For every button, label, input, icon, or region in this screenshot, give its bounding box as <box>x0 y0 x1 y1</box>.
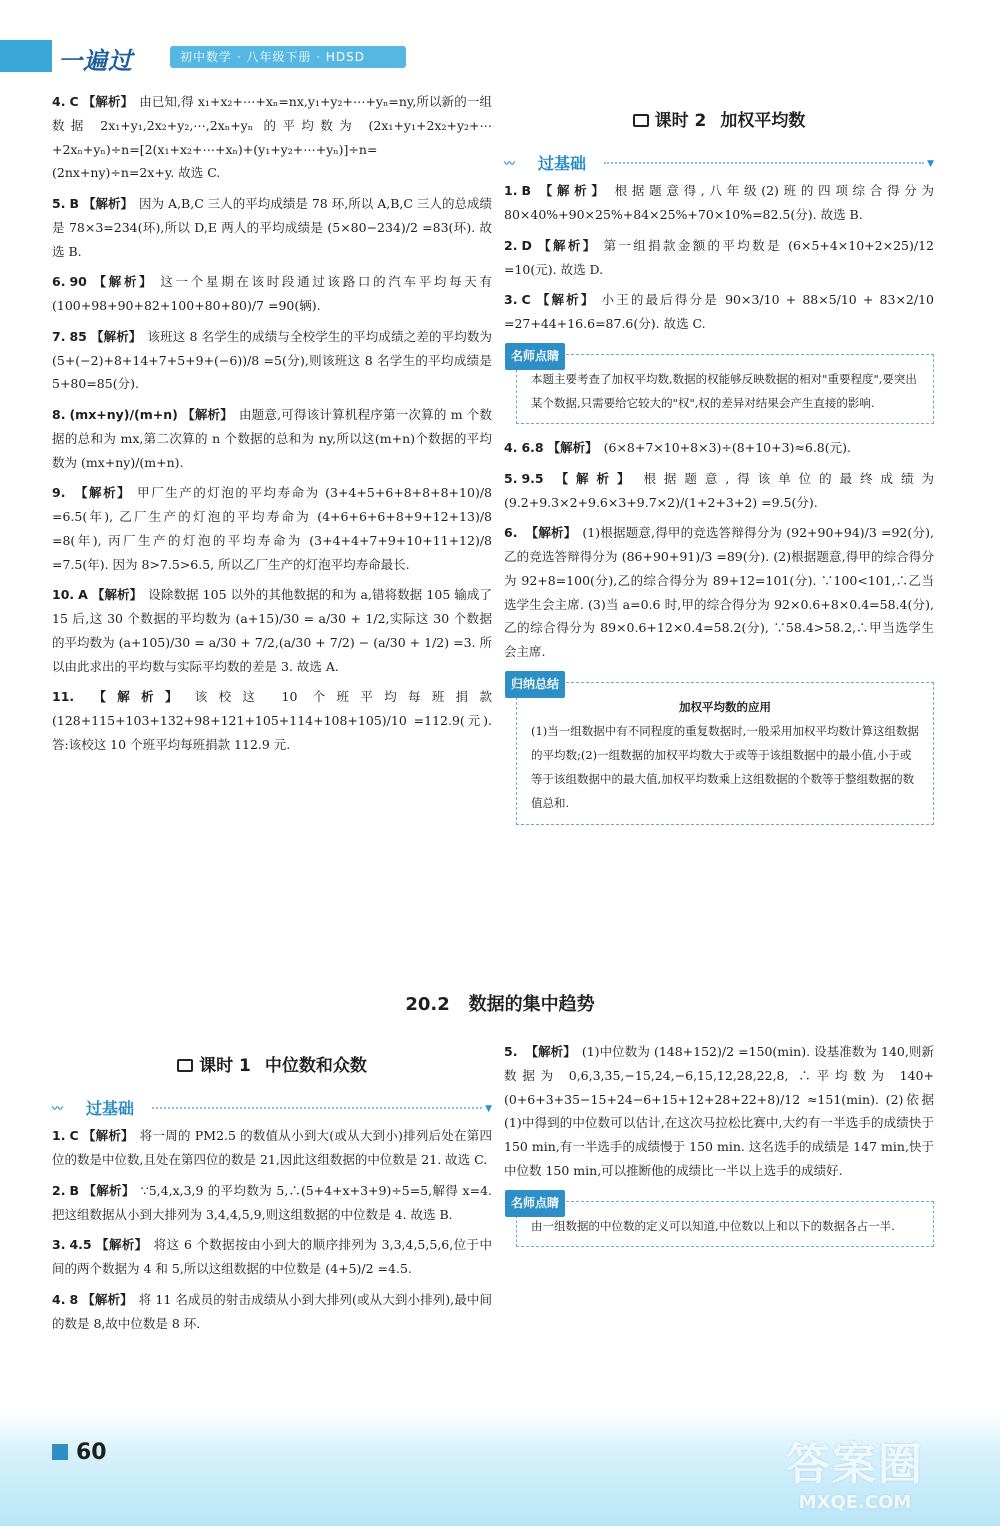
answer-item-4 <box>52 1288 492 1336</box>
answer-item-1 <box>504 179 934 227</box>
item-text: 因为 A,B,C 三人的平均成绩是 78 环,所以 A,B,C 三人的总成绩是 78×3=234(环),所以 D,E 两人的平均成绩是 (5×80−234)/2 =83(环). 故选 B. <box>52 196 492 259</box>
wave-icon: 〰 <box>52 1102 63 1116</box>
lesson-title: 加权平均数 <box>720 111 806 131</box>
analysis-tag: 【解析】 <box>547 440 598 456</box>
item-answer: C <box>69 94 79 109</box>
arrow-down-icon: ▼ <box>485 1104 492 1115</box>
item-answer: (mx+ny)/(m+n) <box>69 407 178 422</box>
item-text: 将 11 名成员的射击成绩从小到大排列(或从大到小排列),最中间的数是 8,故中位数是 8 环. <box>52 1291 492 1331</box>
item-number: 2. <box>504 237 518 253</box>
analysis-tag: 【解析】 <box>82 1128 134 1144</box>
item-text: 由已知,得 x₁+x₂+⋯+xₙ=nx,y₁+y₂+⋯+yₙ=ny,所以新的一组数据 2x₁+y₁,2x₂+y₂,⋯,2xₙ+yₙ 的平均数为 (2x₁+y₁+2x₂+y₂+⋯+2xₙ+yₙ)÷n=[2(x₁+x₂+⋯+xₙ)+(y₁+y₂+⋯+yₙ)]÷n=(2nx+ny)÷n=2x+y. 故选 C. <box>52 94 492 181</box>
answer-item-5 <box>52 192 492 263</box>
item-text: (1)中位数为 (148+152)/2 =150(min). 设基准数为 140,则新数据为 0,6,3,35,−15,24,−6,15,12,28,22,8, ∴平均数为 140+ (0+6+3+35−15+24−6+15+12+28+22+8)/12 ≈151(min). (2)依据(1)中得到的中位数可以估计,在这次马拉松比赛中,大约有一半选手的成绩快于 150 min,有一半选手的成绩慢于 150 min. 这名选手的成绩是 147 min,快于中位数 150 min,可以推断他的成绩比一半以上选手的成绩好. <box>504 1044 934 1178</box>
answer-item-3 <box>504 288 934 336</box>
item-text: 设除数据 105 以外的其他数据的和为 a,错将数据 105 输成了 15 后,这 30 个数据的平均数为 (a+15)/30 = a/30 + 1/2,实际这 30 个数据的平均数为 (a+105)/30 = a/30 + 7/2,(a/30 + 7/2) − (a/30 + 1/2) =3. 所以由此求出的平均数与实际平均数的差是 3. 故选 A. <box>52 587 492 674</box>
answer-item-2 <box>52 1179 492 1227</box>
note-text: (1)当一组数据中有不同程度的重复数据时,一般采用加权平均数计算这组数据的平均数;(2)一组数据的加权平均数大于或等于该组数据中的最小值,小于或等于该组数据中的最大值,加权平均数乘上这组数据的个数等于整组数据的数值总和. <box>531 723 919 811</box>
brand-logo: 一遍过 <box>58 47 133 75</box>
answer-item-5 <box>504 1040 934 1183</box>
answer-item-10 <box>52 583 492 678</box>
answer-item-11 <box>52 685 492 756</box>
answer-item-7 <box>52 325 492 396</box>
analysis-tag: 【解析】 <box>95 1237 148 1253</box>
wave-icon: 〰 <box>504 157 515 171</box>
lesson-heading <box>52 1050 492 1082</box>
analysis-tag: 【解析】 <box>90 274 155 290</box>
lesson-heading <box>504 105 934 137</box>
item-answer: D <box>521 237 532 253</box>
answer-item-9 <box>52 481 492 576</box>
item-number: 1. <box>504 183 518 199</box>
subsection-heading <box>52 1096 492 1119</box>
analysis-tag: 【解析】 <box>82 196 134 211</box>
analysis-tag: 【解析】 <box>82 689 189 705</box>
analysis-tag: 【解析】 <box>181 407 233 422</box>
item-number: 3. <box>504 292 518 308</box>
subsection-heading <box>504 151 934 174</box>
analysis-tag: 【解析】 <box>82 94 134 109</box>
lesson-label: 课时 2 <box>654 111 707 131</box>
divider <box>152 1107 482 1109</box>
item-number: 4. <box>52 1291 66 1307</box>
item-number: 5. <box>504 470 518 486</box>
item-answer: 90 <box>69 274 87 290</box>
item-answer: 85 <box>69 328 87 344</box>
item-answer: B <box>69 1182 79 1198</box>
analysis-tag: 【解析】 <box>525 1044 576 1059</box>
divider <box>604 162 924 164</box>
item-number: 1. <box>52 1128 66 1144</box>
answer-item-3 <box>52 1233 492 1281</box>
item-answer: B <box>521 183 531 199</box>
left-column-bottom <box>52 1050 492 1342</box>
item-text: 由题意,可得该计算机程序第一次算的 m 个数据的总和为 mx,第二次算的 n 个数据的总和为 ny,所以这(m+n)个数据的平均数为 (mx+ny)/(m+n). <box>52 407 492 470</box>
item-text: 根据题意得,八年级(2)班的四项综合得分为 80×40%+90×25%+84×25%+70×10%=82.5(分). 故选 B. <box>504 183 934 223</box>
item-number: 7. <box>52 328 66 344</box>
item-text: (6×8+7×10+8×3)÷(8+10+3)≈6.8(元). <box>603 440 851 456</box>
answer-item-6 <box>504 521 934 664</box>
answer-item-8 <box>52 403 492 474</box>
analysis-tag: 【解析】 <box>73 485 132 501</box>
item-number: 11. <box>52 689 75 705</box>
item-number: 3. <box>52 1237 66 1253</box>
item-text: 该班这 8 名学生的成绩与全校学生的平均成绩之差的平均数为 (5+(−2)+8+14+7+5+9+(−6))/8 =5(分),则该班这 8 名学生的平均成绩是 5+80=85(分). <box>52 328 492 392</box>
item-answer: 8 <box>69 1291 79 1307</box>
lesson-label: 课时 1 <box>199 1056 251 1076</box>
summary-box <box>511 676 934 825</box>
answer-item-2 <box>504 234 934 282</box>
item-number: 5. <box>52 196 66 211</box>
item-number: 5. <box>504 1044 518 1059</box>
watermark-logo: 答案圈 <box>786 1439 924 1490</box>
item-answer: B <box>69 196 79 211</box>
answer-item-4 <box>52 90 492 185</box>
item-text: ∵5,4,x,3,9 的平均数为 5,∴(5+4+x+3+9)÷5=5,解得 x=4. 把这组数据从小到大排列为 3,4,4,5,9,则这组数据的中位数是 4. 故选 B. <box>52 1182 492 1222</box>
item-answer: 4.5 <box>69 1237 92 1253</box>
item-text: 该校这 10 个班平均每班捐款 (128+115+103+132+98+121+105+114+108+105)/10 =112.9(元). 答:该校这 10 个班平均每班捐款 112.9 元. <box>52 689 492 752</box>
analysis-tag: 【解析】 <box>82 1291 133 1307</box>
item-text: 甲厂生产的灯泡的平均寿命为 (3+4+5+6+8+8+8+10)/8 =6.5(年), 乙厂生产的灯泡的平均寿命为 (4+6+6+6+8+9+12+13)/8 =8(年), 丙厂生产的灯泡的平均寿命为 (3+4+4+7+9+10+11+12)/8 =7.5(年). 因为 8>7.5>6.5, 所以乙厂生产的灯泡平均寿命最长. <box>52 485 492 572</box>
teacher-tip-box <box>511 1195 934 1247</box>
page-number <box>52 1440 107 1465</box>
item-number: 6. <box>52 274 66 290</box>
item-answer: 6.8 <box>521 440 544 456</box>
item-number: 8. <box>52 407 66 422</box>
note-title: 加权平均数的应用 <box>679 699 771 714</box>
subsection-label: 过基础 <box>538 154 587 174</box>
answer-item-1 <box>52 1124 492 1172</box>
section-number: 20.2 <box>405 994 450 1015</box>
tv-icon <box>633 114 649 127</box>
item-number: 4. <box>504 440 518 456</box>
item-answer: C <box>521 292 531 308</box>
analysis-tag: 【解析】 <box>535 237 598 253</box>
analysis-tag: 【解析】 <box>534 183 609 199</box>
header-color-block <box>0 40 52 72</box>
item-answer: A <box>78 587 88 603</box>
item-text: 根据题意,得该单位的最终成绩为 (9.2+9.3×2+9.6×3+9.7×2)/(1+2+3+2) =9.5(分). <box>504 470 934 510</box>
item-number: 9. <box>52 485 66 501</box>
item-text: 这一个星期在该时段通过该路口的汽车平均每天有 (100+98+90+82+100+80+80)/7 =90(辆). <box>52 274 492 313</box>
answer-item-6 <box>52 270 492 318</box>
note-text: 本题主要考查了加权平均数,数据的权能够反映数据的相对"重要程度",要突出某个数据,只需要给它较大的"权",权的差异对结果会产生直接的影响. <box>531 371 917 410</box>
page-number-text: 60 <box>76 1440 107 1465</box>
item-text: 小王的最后得分是 90×3/10 + 88×5/10 + 83×2/10 =27+44+16.6=87.6(分). 故选 C. <box>504 292 934 332</box>
section-name: 数据的集中趋势 <box>468 994 595 1015</box>
page-header <box>0 40 420 75</box>
answer-item-5 <box>504 467 934 515</box>
watermark <box>750 1428 960 1518</box>
note-tag: 名师点睛 <box>505 1190 565 1217</box>
analysis-tag: 【解析】 <box>90 328 142 344</box>
subsection-label: 过基础 <box>86 1099 135 1119</box>
item-number: 2. <box>52 1182 66 1198</box>
teacher-tip-box <box>511 348 934 424</box>
item-number: 4. <box>52 94 66 109</box>
book-subtitle: 初中数学 · 八年级下册 · HDSD <box>170 46 406 68</box>
square-icon <box>52 1444 68 1460</box>
right-column-top <box>504 105 934 837</box>
item-text: (1)根据题意,得甲的竞选答辩得分为 (92+90+94)/3 =92(分), 乙的竞选答辩得分为 (86+90+91)/3 =89(分). (2)根据题意,得甲的综合得分为 92+8=100(分),乙的综合得分为 89+12=101(分). ∵100<101,∴乙当选学生会主席. (3)当 a=0.6 时,甲的综合得分为 92×0.6+8×0.4=58.4(分), 乙的综合得分为 89×0.6+12×0.4=58.2(分), ∵58.4>58.2,∴甲当选学生会主席. <box>504 525 934 660</box>
lesson-title: 中位数和众数 <box>264 1056 367 1076</box>
answer-item-4 <box>504 436 934 460</box>
item-text: 将这 6 个数据按由小到大的顺序排列为 3,3,4,5,5,6,位于中间的两个数据为 4 和 5,所以这组数据的中位数是 (4+5)/2 =4.5. <box>52 1237 492 1277</box>
left-column-top <box>52 90 492 764</box>
note-tag: 归纳总结 <box>505 671 565 698</box>
item-answer: C <box>69 1128 79 1144</box>
item-number: 10. <box>52 587 75 603</box>
item-answer: 9.5 <box>521 470 544 486</box>
note-text: 由一组数据的中位数的定义可以知道,中位数以上和以下的数据各占一半. <box>531 1218 895 1233</box>
arrow-down-icon: ▼ <box>927 159 934 170</box>
item-text: 第一组捐款金额的平均数是 (6×5+4×10+2×25)/12 =10(元). 故选 D. <box>504 237 934 277</box>
analysis-tag: 【解析】 <box>525 525 577 541</box>
item-number: 6. <box>504 525 518 541</box>
analysis-tag: 【解析】 <box>82 1182 135 1198</box>
item-text: 将一周的 PM2.5 的数值从小到大(或从大到小)排列后处在第四位的数是中位数,且处在第四位的数是 21,因此这组数据的中位数是 21. 故选 C. <box>52 1128 492 1168</box>
section-title <box>0 990 1000 1016</box>
note-tag: 名师点睛 <box>505 343 565 370</box>
watermark-url: MXQE.COM <box>798 1492 912 1513</box>
right-column-bottom <box>504 1040 934 1259</box>
analysis-tag: 【解析】 <box>91 587 143 603</box>
analysis-tag: 【解析】 <box>534 292 596 308</box>
tv-icon <box>177 1059 193 1072</box>
analysis-tag: 【解析】 <box>547 470 638 486</box>
